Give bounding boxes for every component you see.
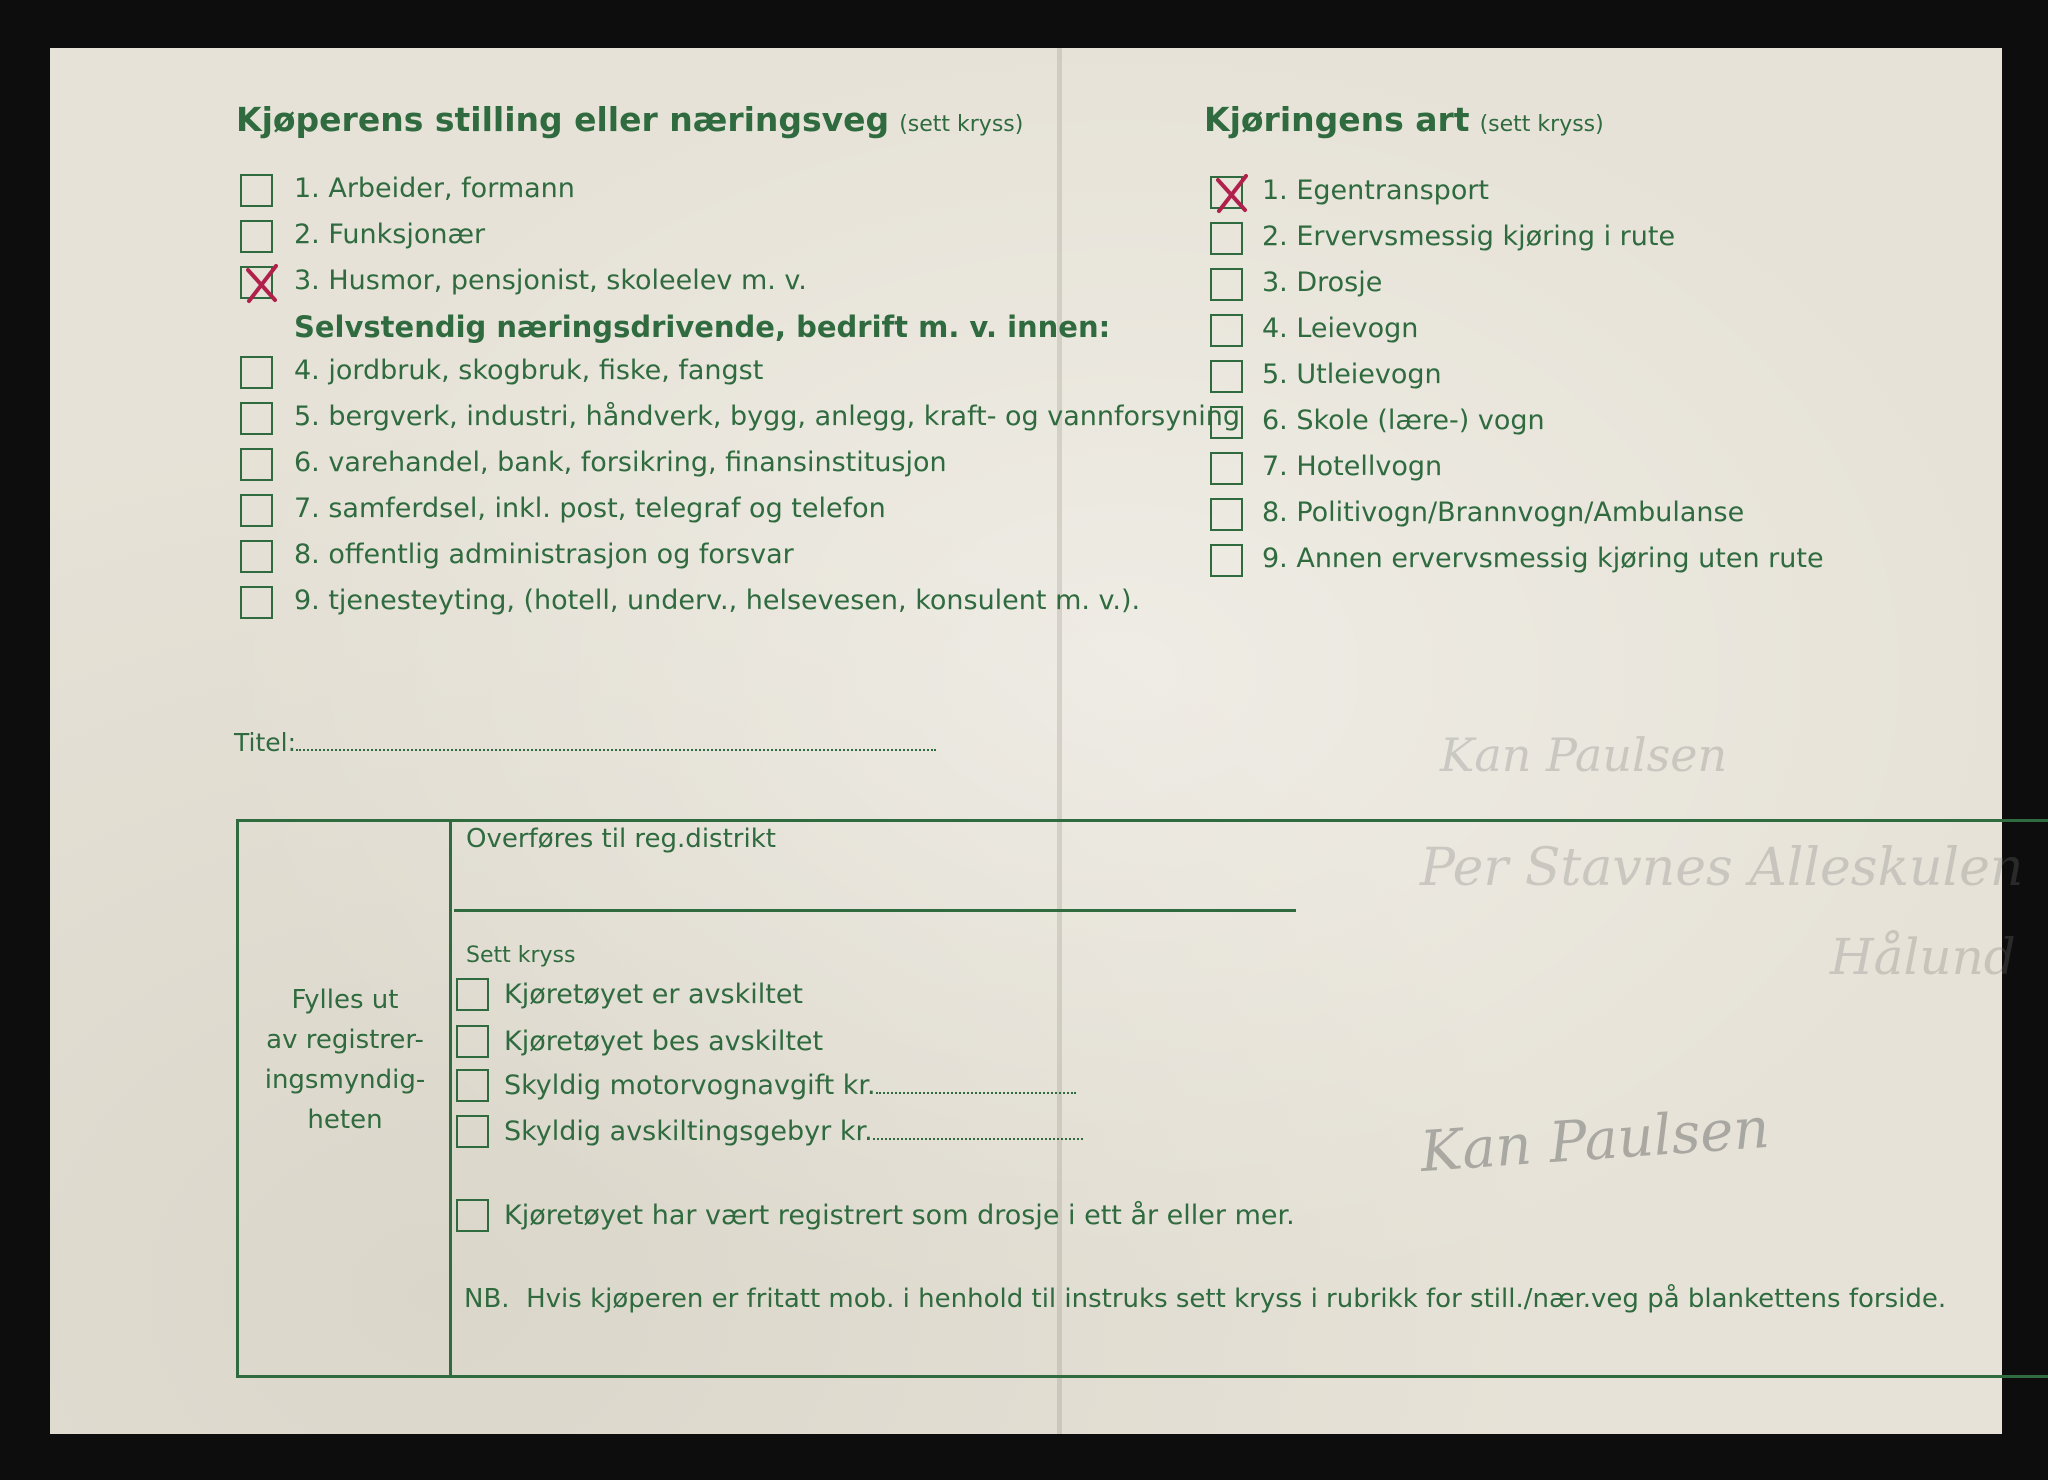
registry-check-label-4: Skyldig avskiltingsgebyr kr. (504, 1116, 1083, 1147)
titel-field[interactable]: Titel: (234, 728, 936, 757)
sector-label-6: 9. tjenesteyting, (hotell, underv., helsevesen, konsulent m. v.). (294, 585, 1141, 616)
sector-label-2: 5. bergverk, industri, håndverk, bygg, anlegg, kraft- og vannforsyning (294, 401, 1241, 432)
bleed-through-handwriting: Kan Paulsen (1440, 728, 1728, 782)
driving-type-checkbox-8[interactable] (1210, 498, 1243, 531)
sector-label-1: 4. jordbruk, skogbruk, fiske, fangst (294, 355, 764, 386)
registry-checkbox-3[interactable] (456, 1069, 489, 1102)
registry-check-label-3: Skyldig motorvognavgift kr. (504, 1070, 1076, 1101)
occupation-label-3: 3. Husmor, pensjonist, skoleelev m. v. (294, 265, 807, 296)
sector-label-4: 7. samferdsel, inkl. post, telegraf og telefon (294, 493, 886, 524)
signature: Kan Paulsen (1418, 1095, 1772, 1186)
sector-checkbox-2[interactable] (240, 402, 273, 435)
driving-type-label-8: 8. Politivogn/Brannvogn/Ambulanse (1262, 497, 1745, 528)
driving-type-title: Kjøringens art (sett kryss) (1204, 100, 1604, 139)
amount-field[interactable] (873, 1138, 1083, 1140)
sector-checkbox-5[interactable] (240, 540, 273, 573)
sector-checkbox-3[interactable] (240, 448, 273, 481)
driving-type-checkbox-9[interactable] (1210, 544, 1243, 577)
driving-type-checkbox-2[interactable] (1210, 222, 1243, 255)
sector-label-3: 6. varehandel, bank, forsikring, finansinstitusjon (294, 447, 947, 478)
driving-type-label-4: 4. Leievogn (1262, 313, 1419, 344)
registry-side-label: Fylles ut av registrer- ingsmyndig- heten (264, 985, 426, 1135)
driving-type-label-6: 6. Skole (lære-) vogn (1262, 405, 1545, 436)
sector-label-5: 8. offentlig administrasjon og forsvar (294, 539, 794, 570)
driving-type-label-5: 5. Utleievogn (1262, 359, 1442, 390)
sett-kryss-label: Sett kryss (466, 943, 576, 968)
registry-top-rule (236, 819, 2048, 822)
registry-left-rule (236, 819, 239, 1378)
registry-checkbox-4[interactable] (456, 1115, 489, 1148)
registry-bottom-rule (236, 1375, 2048, 1378)
driving-type-label-7: 7. Hotellvogn (1262, 451, 1443, 482)
occupation-checkbox-3[interactable] (240, 266, 273, 299)
occupation-checkbox-2[interactable] (240, 220, 273, 253)
sector-checkbox-4[interactable] (240, 494, 273, 527)
transfer-district-label: Overføres til reg.distrikt (466, 824, 776, 854)
driving-type-checkbox-1[interactable] (1210, 176, 1243, 209)
buyer-occupation-title: Kjøperens stilling eller næringsveg (sett kryss) (236, 100, 1024, 139)
registry-checkbox-1[interactable] (456, 978, 489, 1011)
amount-field[interactable] (876, 1092, 1076, 1094)
sector-checkbox-6[interactable] (240, 586, 273, 619)
occupation-label-2: 2. Funksjonær (294, 219, 486, 250)
drosje-checkbox[interactable] (456, 1199, 489, 1232)
registry-check-label-1: Kjøretøyet er avskiltet (504, 979, 804, 1010)
cross-mark (245, 264, 279, 304)
driving-type-label-3: 3. Drosje (1262, 267, 1383, 298)
occupation-label-1: 1. Arbeider, formann (294, 173, 575, 204)
driving-type-checkbox-5[interactable] (1210, 360, 1243, 393)
occupation-checkbox-1[interactable] (240, 174, 273, 207)
bleed-through-handwriting: Hålund (1830, 928, 2016, 986)
sector-checkbox-1[interactable] (240, 356, 273, 389)
driving-type-checkbox-4[interactable] (1210, 314, 1243, 347)
registry-check-label-2: Kjøretøyet bes avskiltet (504, 1026, 824, 1057)
driving-type-label-9: 9. Annen ervervsmessig kjøring uten rute (1262, 543, 1824, 574)
driving-type-checkbox-7[interactable] (1210, 452, 1243, 485)
registry-checkbox-2[interactable] (456, 1025, 489, 1058)
drosje-label: Kjøretøyet har vært registrert som drosje i ett år eller mer. (504, 1200, 1295, 1231)
transfer-district-line[interactable] (454, 909, 1296, 912)
bleed-through-handwriting: Per Stavnes Alleskulen (1420, 838, 2024, 898)
form-sheet (50, 48, 2024, 1434)
driving-type-checkbox-3[interactable] (1210, 268, 1243, 301)
cross-mark (1215, 174, 1249, 214)
nb-note: NB. Hvis kjøperen er fritatt mob. i henhold til instruks sett kryss i rubrikk for still./nær.veg på blankettens forside. (464, 1284, 1947, 1314)
self-employed-subheading: Selvstendig næringsdrivende, bedrift m. v. innen: (294, 310, 1111, 344)
driving-type-label-1: 1. Egentransport (1262, 175, 1490, 206)
driving-type-label-2: 2. Ervervsmessig kjøring i rute (1262, 221, 1676, 252)
driving-type-checkbox-6[interactable] (1210, 406, 1243, 439)
